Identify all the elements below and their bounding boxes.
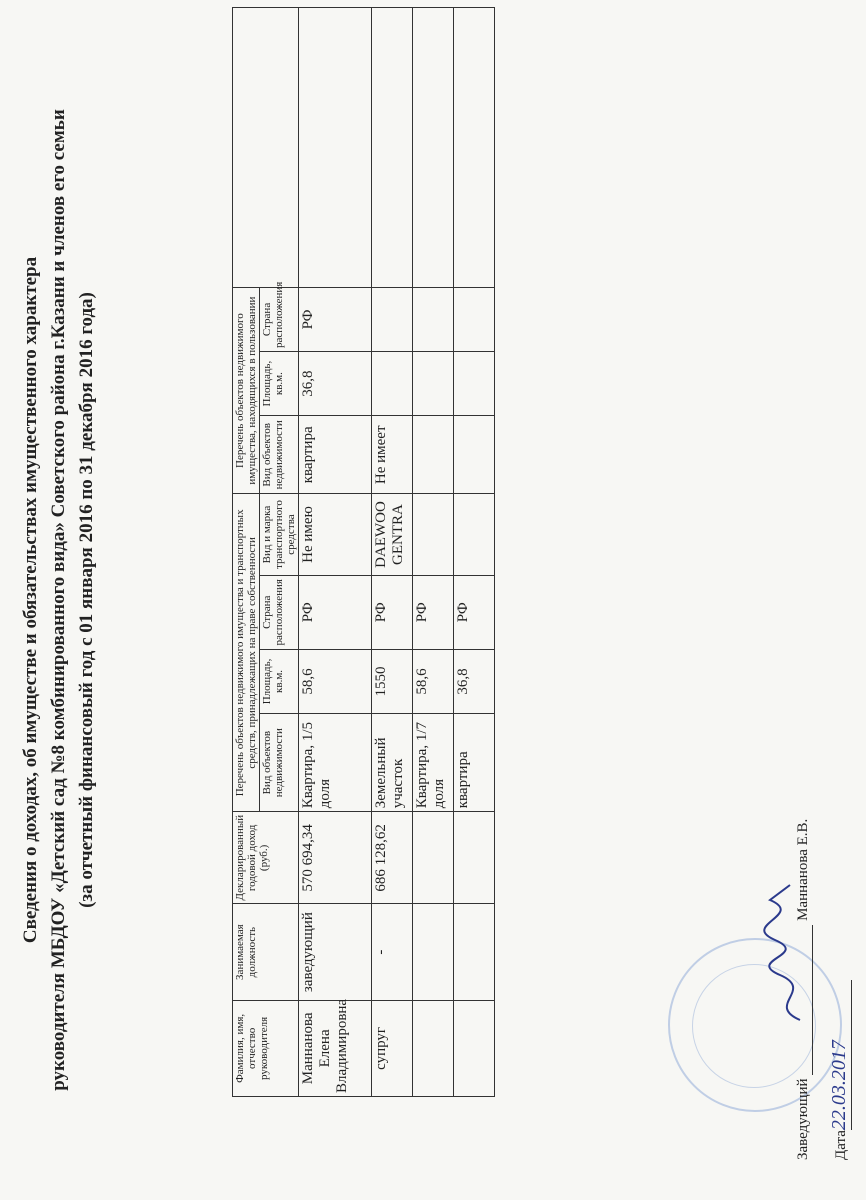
table-row xyxy=(413,8,454,1097)
cell-income xyxy=(454,812,495,904)
cell-position xyxy=(413,904,454,1000)
header-vehicle: Вид и марка транспортного средства xyxy=(260,494,299,575)
cell-vehicle: Не имею xyxy=(299,494,372,575)
head-label: Заведующий xyxy=(795,1078,811,1160)
header-row-1 xyxy=(233,8,260,1097)
cell-used-area xyxy=(413,352,454,416)
header-income: Декларированный годовой доход (руб.) xyxy=(233,812,299,904)
signature-line xyxy=(795,819,813,1160)
cell-income: 570 694,34 xyxy=(299,812,372,904)
cell-name xyxy=(454,1000,495,1096)
cell-income xyxy=(413,812,454,904)
title-line-1: Сведения о доходах, об имуществе и обязательствах имущественного характера xyxy=(20,256,41,944)
title-line-2: руководителя МБДОУ «Детский сад №8 комбинированного вида» Советского района г.Казани и членов его семьи xyxy=(48,109,69,1091)
cell-owned-area: 58,6 xyxy=(413,649,454,713)
cell-owned-area: 1550 xyxy=(372,649,413,713)
cell-used-area xyxy=(454,352,495,416)
cell-owned-type: Земельный участок xyxy=(372,714,413,812)
cell-owned-country: РФ xyxy=(372,575,413,649)
title-line-3: (за отчетный финансовый год с 01 января 2016 по 31 декабря 2016 года) xyxy=(76,292,97,908)
cell-vehicle xyxy=(413,494,454,575)
cell-blank xyxy=(454,8,495,288)
cell-name: Маннанова Елена Владимировна xyxy=(299,1000,372,1096)
cell-name: супруг xyxy=(372,1000,413,1096)
cell-used-country xyxy=(454,287,495,351)
cell-used-area xyxy=(372,352,413,416)
header-owned-area: Площадь, кв.м. xyxy=(260,649,299,713)
cell-name xyxy=(413,1000,454,1096)
header-owned-country: Страна расположения xyxy=(260,575,299,649)
cell-owned-area: 36,8 xyxy=(454,649,495,713)
cell-position: заведующий xyxy=(299,904,372,1000)
header-name: Фамилия, имя, отчество руководителя xyxy=(233,1000,299,1096)
table-row xyxy=(372,8,413,1097)
cell-blank xyxy=(413,8,454,288)
header-blank xyxy=(233,8,299,288)
header-used-type: Вид объектов недвижимости xyxy=(260,416,299,494)
date-line xyxy=(828,980,852,1160)
header-used-group: Перечень объектов недвижимого имущества, находящихся в пользовании xyxy=(233,287,260,494)
cell-used-type: квартира xyxy=(299,416,372,494)
cell-position: - xyxy=(372,904,413,1000)
cell-position xyxy=(454,904,495,1000)
cell-used-country: РФ xyxy=(299,287,372,351)
cell-owned-country: РФ xyxy=(413,575,454,649)
cell-used-country xyxy=(413,287,454,351)
cell-vehicle: DAEWOO GENTRA xyxy=(372,494,413,575)
cell-owned-type: Квартира, 1/5 доля xyxy=(299,714,372,812)
cell-owned-country: РФ xyxy=(454,575,495,649)
cell-owned-area: 58,6 xyxy=(299,649,372,713)
cell-owned-type: квартира xyxy=(454,714,495,812)
cell-owned-country: РФ xyxy=(299,575,372,649)
header-used-area: Площадь, кв.м. xyxy=(260,352,299,416)
handwritten-signature xyxy=(760,875,826,1025)
cell-used-area: 36,8 xyxy=(299,352,372,416)
table-row xyxy=(454,8,495,1097)
cell-used-type xyxy=(454,416,495,494)
cell-blank xyxy=(299,8,372,288)
table-row xyxy=(299,8,372,1097)
header-owned-group: Перечень объектов недвижимого имущества и транспортных средств, принадлежащих на праве собственности xyxy=(233,494,260,812)
cell-blank xyxy=(372,8,413,288)
cell-used-country xyxy=(372,287,413,351)
cell-vehicle xyxy=(454,494,495,575)
date-value: 22.03.2017 xyxy=(828,980,852,1130)
header-owned-type: Вид объектов недвижимости xyxy=(260,714,299,812)
cell-owned-type: Квартира, 1/7 доля xyxy=(413,714,454,812)
header-used-country: Страна расположения xyxy=(260,287,299,351)
cell-used-type xyxy=(413,416,454,494)
date-label: Дата xyxy=(833,1130,849,1160)
head-name: Маннанова Е.В. xyxy=(795,818,811,921)
header-position: Занимаемая должность xyxy=(233,904,299,1000)
cell-income: 686 128,62 xyxy=(372,812,413,904)
cell-used-type: Не имеет xyxy=(372,416,413,494)
declaration-table xyxy=(232,7,495,1097)
